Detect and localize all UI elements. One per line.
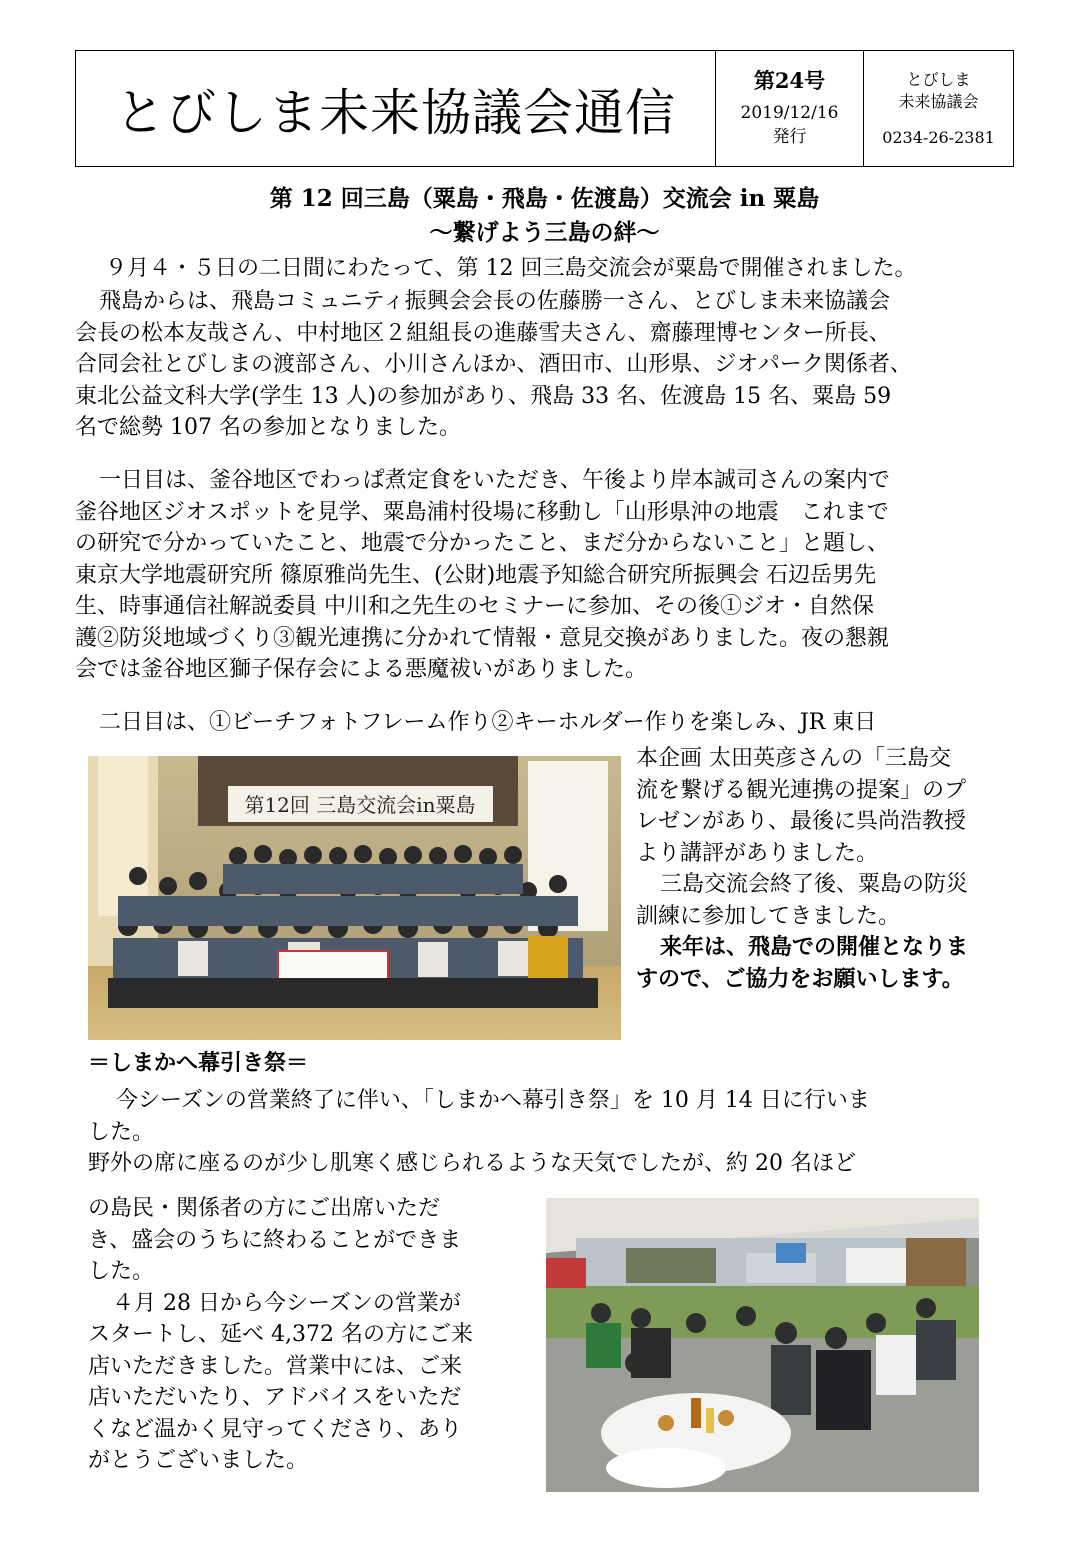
text-line: 野外の席に座るのが少し肌寒く感じられるような天気でしたが、約 20 名ほど	[88, 1151, 856, 1176]
section-title: ＝しまかへ幕引き祭＝	[88, 1050, 309, 1076]
text-line: 会長の松本友哉さん、中村地区２組組長の進藤雪夫さん、齋藤理博センター所長、	[75, 320, 891, 346]
text-line: 護②防災地域づくり③観光連携に分かれて情報・意見交換がありました。夜の懇親	[75, 625, 890, 651]
bold-text-line: 来年は、飛島での開催となりま	[660, 934, 969, 960]
publisher-info	[864, 51, 1013, 166]
issue-number: 第24号	[753, 67, 826, 93]
text-line: の研究で分かっていたこと、地震で分かったこと、まだ分からないこと」と題し、	[75, 531, 890, 556]
article-title: 第 12 回三島（粟島・飛島・佐渡島）交流会 in 粟島	[269, 185, 820, 212]
article-paragraph-1	[75, 253, 1015, 285]
publisher-name-line1: とびしま	[906, 69, 971, 89]
text-line: 本企画 太田英彦さんの「三島交	[636, 746, 951, 771]
issue-date: 2019/12/16	[740, 102, 839, 123]
newsletter-header	[75, 50, 1014, 167]
text-line: ４月 28 日から今シーズンの営業が	[112, 1290, 461, 1316]
article-subtitle: ～繋げよう三島の絆～	[429, 219, 660, 246]
text-line: した。	[88, 1259, 155, 1284]
text-line: の島民・関係者の方にご出席いただ	[88, 1196, 441, 1221]
text-line: 東京大学地震研究所 篠原雅尚先生、(公財)地震予知総合研究所振興会 石辺岳男先	[75, 562, 877, 588]
photo-banner-text: 第12回 三島交流会in粟島	[244, 793, 476, 817]
article-paragraph-3	[75, 465, 1015, 686]
newsletter-title: とびしま未来協議会通信	[76, 51, 716, 166]
text-line: 一日目は、釜谷地区でわっぱ煮定食をいただき、午後より岸本誠司さんの案内で	[99, 468, 890, 493]
article2-paragraph-1	[88, 1085, 1008, 1180]
text-line: 流を繋げる観光連携の提案」のプ	[636, 777, 967, 803]
article-paragraph-2	[75, 286, 1015, 444]
text-line: き、盛会のうちに終わることができま	[88, 1227, 462, 1253]
text-line: 名で総勢 107 名の参加となりました。	[75, 415, 461, 440]
text-line: 今シーズンの営業終了に伴い、「しまかへ幕引き祭」を 10 月 14 日に行いま	[116, 1088, 870, 1113]
group-photo	[88, 756, 621, 1040]
text-line: 東北公益文科大学(学生 13 人)の参加があり、飛島 33 名、佐渡島 15 名、粟島 59	[75, 383, 892, 409]
text-line: 会では釜谷地区獅子保存会による悪魔祓いがありました。	[75, 657, 648, 682]
text-line: スタートし、延べ 4,372 名の方にご来	[88, 1322, 473, 1347]
outdoor-party-photo-image	[546, 1198, 979, 1492]
text-line: より講評がありました。	[636, 840, 879, 866]
text-line: した。	[88, 1119, 155, 1145]
publisher-name-line2: 未来協議会	[898, 91, 979, 111]
issue-info	[716, 51, 864, 166]
text-line: 二日目は、①ビーチフォトフレーム作り②キーホルダー作りを楽しみ、JR 東日	[99, 710, 877, 735]
text-line: くなど温かく見守ってくださり、あり	[88, 1416, 463, 1442]
photo-side-text	[636, 743, 1016, 995]
text-line: 訓練に参加してきました。	[636, 903, 901, 929]
text-line: 店いただいたり、アドバイスをいただ	[88, 1385, 462, 1410]
text-line: ９月４・５日の二日間にわたって、第 12 回三島交流会が粟島で開催されました。	[105, 256, 917, 281]
text-line: がとうございました。	[88, 1448, 309, 1473]
bold-text-line: すので、ご協力をお願いします。	[636, 965, 964, 992]
text-line: 飛島からは、飛島コミュニティ振興会会長の佐藤勝一さん、とびしま未来協議会	[99, 289, 891, 314]
text-line: レゼンがあり、最後に呉尚浩教授	[636, 809, 967, 834]
text-line: 三島交流会終了後、粟島の防災	[660, 872, 969, 897]
text-line: 店いただきました。営業中には、ご来	[88, 1353, 463, 1379]
publisher-phone: 0234-26-2381	[882, 127, 995, 147]
text-line: 合同会社とびしまの渡部さん、小川さんほか、酒田市、山形県、ジオパーク関係者、	[75, 352, 912, 377]
article2-left-column	[88, 1193, 528, 1477]
article-paragraph-4	[75, 707, 1015, 739]
outdoor-party-photo	[546, 1198, 979, 1492]
text-line: 釜谷地区ジオスポットを見学、粟島浦村役場に移動し「山形県沖の地震 これまで	[75, 499, 889, 525]
group-photo-image	[88, 756, 621, 1040]
issue-issued-label: 発行	[772, 126, 807, 147]
text-line: 生、時事通信社解説委員 中川和之先生のセミナーに参加、その後①ジオ・自然保	[75, 594, 874, 619]
